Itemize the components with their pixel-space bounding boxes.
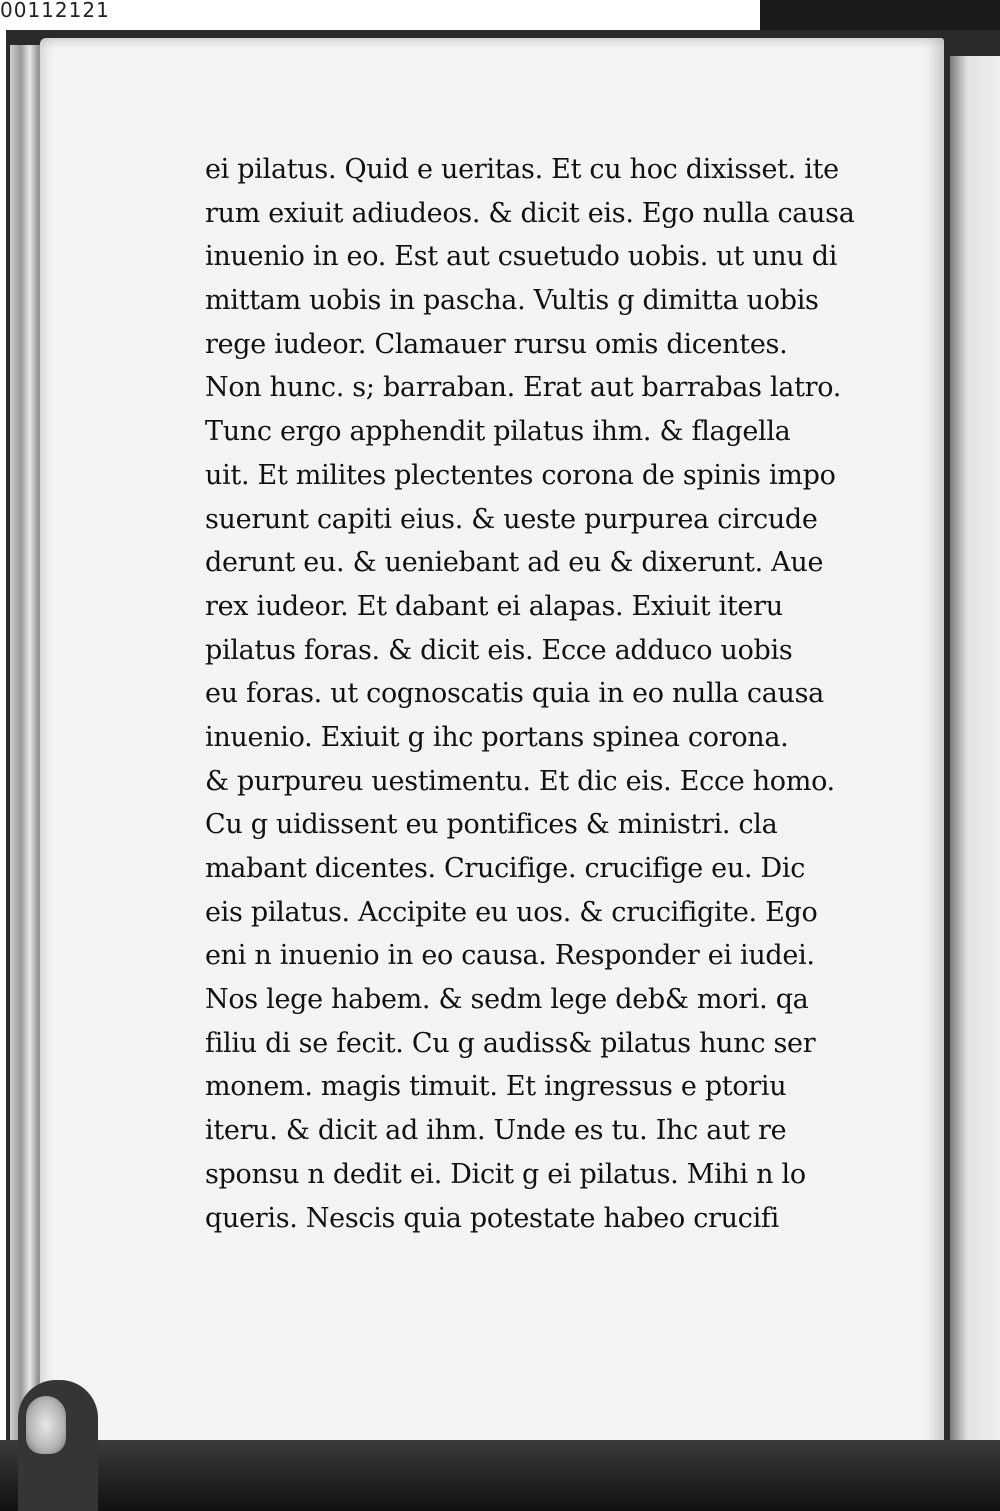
text-line: queris. Nescis quia potestate habeo crucifi bbox=[205, 1202, 779, 1234]
text-line: iteru. & dicit ad ihm. Unde es tu. Ihc aut re bbox=[205, 1115, 787, 1147]
text-line: rum exiuit adiudeos. & dicit eis. Ego nulla causa bbox=[205, 197, 855, 229]
text-line: monem. magis timuit. Et ingressus e ptoriu bbox=[205, 1071, 787, 1103]
thumbnail-nail bbox=[26, 1396, 66, 1454]
text-line: eu foras. ut cognoscatis quia in eo nulla causa bbox=[205, 678, 824, 710]
text-line: inuenio in eo. Est aut csuetudo uobis. ut unu di bbox=[205, 241, 838, 273]
text-line: mabant dicentes. Crucifige. crucifige eu. Dic bbox=[205, 853, 806, 884]
text-line: suerunt capiti eius. & ueste purpurea circude bbox=[205, 503, 818, 535]
text-line: inuenio. Exiuit g ihc portans spinea corona. bbox=[205, 721, 789, 753]
text-line: Nos lege habem. & sedm lege deb& mori. qa bbox=[205, 984, 809, 1016]
text-line: ei pilatus. Quid e ueritas. Et cu hoc dixisset. ite bbox=[205, 154, 839, 185]
text-line: & purpureu uestimentu. Et dic eis. Ecce homo. bbox=[205, 765, 835, 797]
frame-label: 00112121 bbox=[0, 0, 110, 22]
text-line: mittam uobis in pascha. Vultis g dimitta uobis bbox=[205, 285, 819, 317]
text-line: filiu di se fecit. Cu g audiss& pilatus hunc ser bbox=[205, 1027, 816, 1059]
facing-page-edge bbox=[950, 56, 1000, 1456]
text-line: sponsu n dedit ei. Dicit g ei pilatus. Mihi n lo bbox=[205, 1158, 806, 1190]
manuscript-text bbox=[205, 148, 905, 1240]
text-line: Non hunc. s; barraban. Erat aut barrabas latro. bbox=[205, 372, 841, 404]
background-bottom bbox=[0, 1440, 1000, 1511]
text-line: Cu g uidissent eu pontifices & ministri. cla bbox=[205, 809, 778, 841]
text-line: rex iudeor. Et dabant ei alapas. Exiuit iteru bbox=[205, 590, 783, 622]
text-line: Tunc ergo apphendit pilatus ihm. & flagella bbox=[205, 416, 791, 448]
text-line: eis pilatus. Accipite eu uos. & crucifigite. Ego bbox=[205, 896, 818, 928]
text-line: rege iudeor. Clamauer rursu omis dicentes. bbox=[205, 328, 788, 360]
text-line: derunt eu. & ueniebant ad eu & dixerunt. Aue bbox=[205, 547, 824, 579]
text-line: pilatus foras. & dicit eis. Ecce adduco uobis bbox=[205, 634, 793, 666]
text-line: uit. Et milites plectentes corona de spinis impo bbox=[205, 459, 836, 491]
text-line: eni n inuenio in eo causa. Responder ei iudei. bbox=[205, 940, 815, 972]
